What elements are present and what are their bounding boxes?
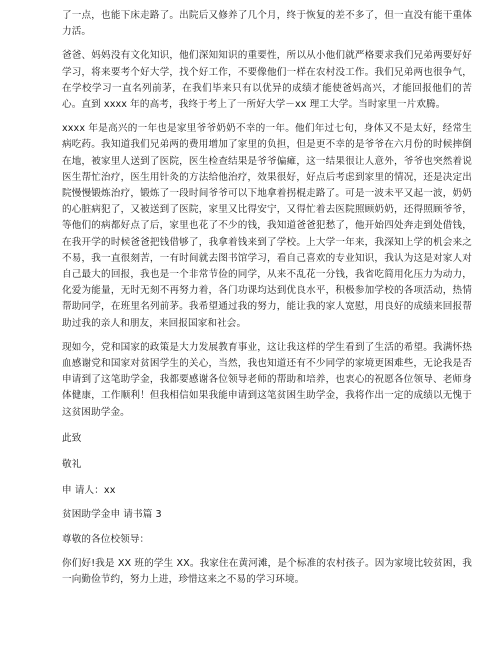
paragraph-recovery: 了一点，也能下床走路了。出院后又修养了几个月，终于恢复的差不多了，但一直没有能干重体力活。 [62, 10, 472, 38]
closing-cizhi: 此致 [62, 432, 82, 444]
paragraph-family-hardship: xxxx 年是高兴的一年也是家里爷爷奶奶不幸的一年。他们年过七旬，身体又不是太好，经常生病吃药。我知道我们兄弟两的费用增加了家里的负担，但是更不幸的是爷爷在六月份的时候摔倒在地，被家里人送到了医院，医生检查结果是爷爷偏瘫，这一结果很让人意外，爷爷也突然着说医生帮忙治疗，医生用针灸的方法给他治疗，效果很好，好点后考虑到家里的情况，还是决定出院慢慢锻炼治疗，锻炼了一段时间爷爷可以下地拿着拐棍走路了。可是一波未平又起一波，奶奶的心脏病犯了，又被送到了医院，家里又比得安宁，又得忙着去医院照顾奶奶，还得照顾爷爷，等他们的病都好点了后，家里也花了不少的钱，我知道爸爸犯愁了，他开始四处奔走到处借钱，在我开学的时候爸爸把钱借够了，我拿着钱来到了学校。上大学一年来，我深知上学的机会来之不易，我一直很刻苦，一有时间就去图书馆学习，看自己喜欢的专业知识，我认为这是对家人对自己最大的回报，我也是一个非常节俭的同学，从来不乱花一分钱，我省吃简用化压力为动力，化爱为能量，无时无刻不再努力着，各门功课均达到优良水平，积极参加学校的各项活动，热情帮助同学，在班里名列前茅。我希望通过我的努力，能让我的家人宽慰，用良好的成绩来回报帮助过我的亲人和朋友，来回报国家和社会。 [62, 123, 472, 329]
next-doc-salutation: 尊敬的各位校领导： [62, 533, 150, 545]
next-doc-intro: 你们好!我是 XX 班的学生 XX。我家住在黄河滩，是个标准的农村孩子。因为家境比较贫困，我一向勤俭节约，努力上进，珍惜这来之不易的学习环境。 [62, 557, 472, 586]
paragraph-parents: 爸爸、妈妈没有文化知识，他们深知知识的重要性，所以从小他们就严格要求我们兄弟两要好好学习，将来要考个好大学，找个好工作，不要像他们一样在农村没工作。我们兄弟两也很争气，在学校学习一直名列前茅，在我们毕来只有以优异的成绩才能使爸妈高兴，才能回报他们的苦心。直到 xxxx 年的高考，我终于考上了一所好大学－xx 理工大学。当时家里一片欢腾。 [62, 50, 472, 111]
applicant-line: 申 请人：xx [62, 485, 116, 497]
next-doc-title: 贫困助学金申 请书篇 3 [62, 509, 162, 521]
closing-jingli: 敬礼 [62, 459, 82, 471]
paragraph-gratitude: 现如今，党和国家的政策是大力发展教育事业，这让我这样的学生看到了生活的希望。我满怀热血感谢党和国家对贫困学生的关心，当然，我也知道还有不少同学的家境更困难些，无论我是否申请到了这笔助学金，我都要感谢各位领导老师的帮助和培养，也衷心的祝愿各位领导、老师身体健康，工作顺利！但我相信如果我能申请到这笔贫困生助学金，我将作出一定的成绩以无愧于这贫困助学金。 [62, 341, 472, 418]
